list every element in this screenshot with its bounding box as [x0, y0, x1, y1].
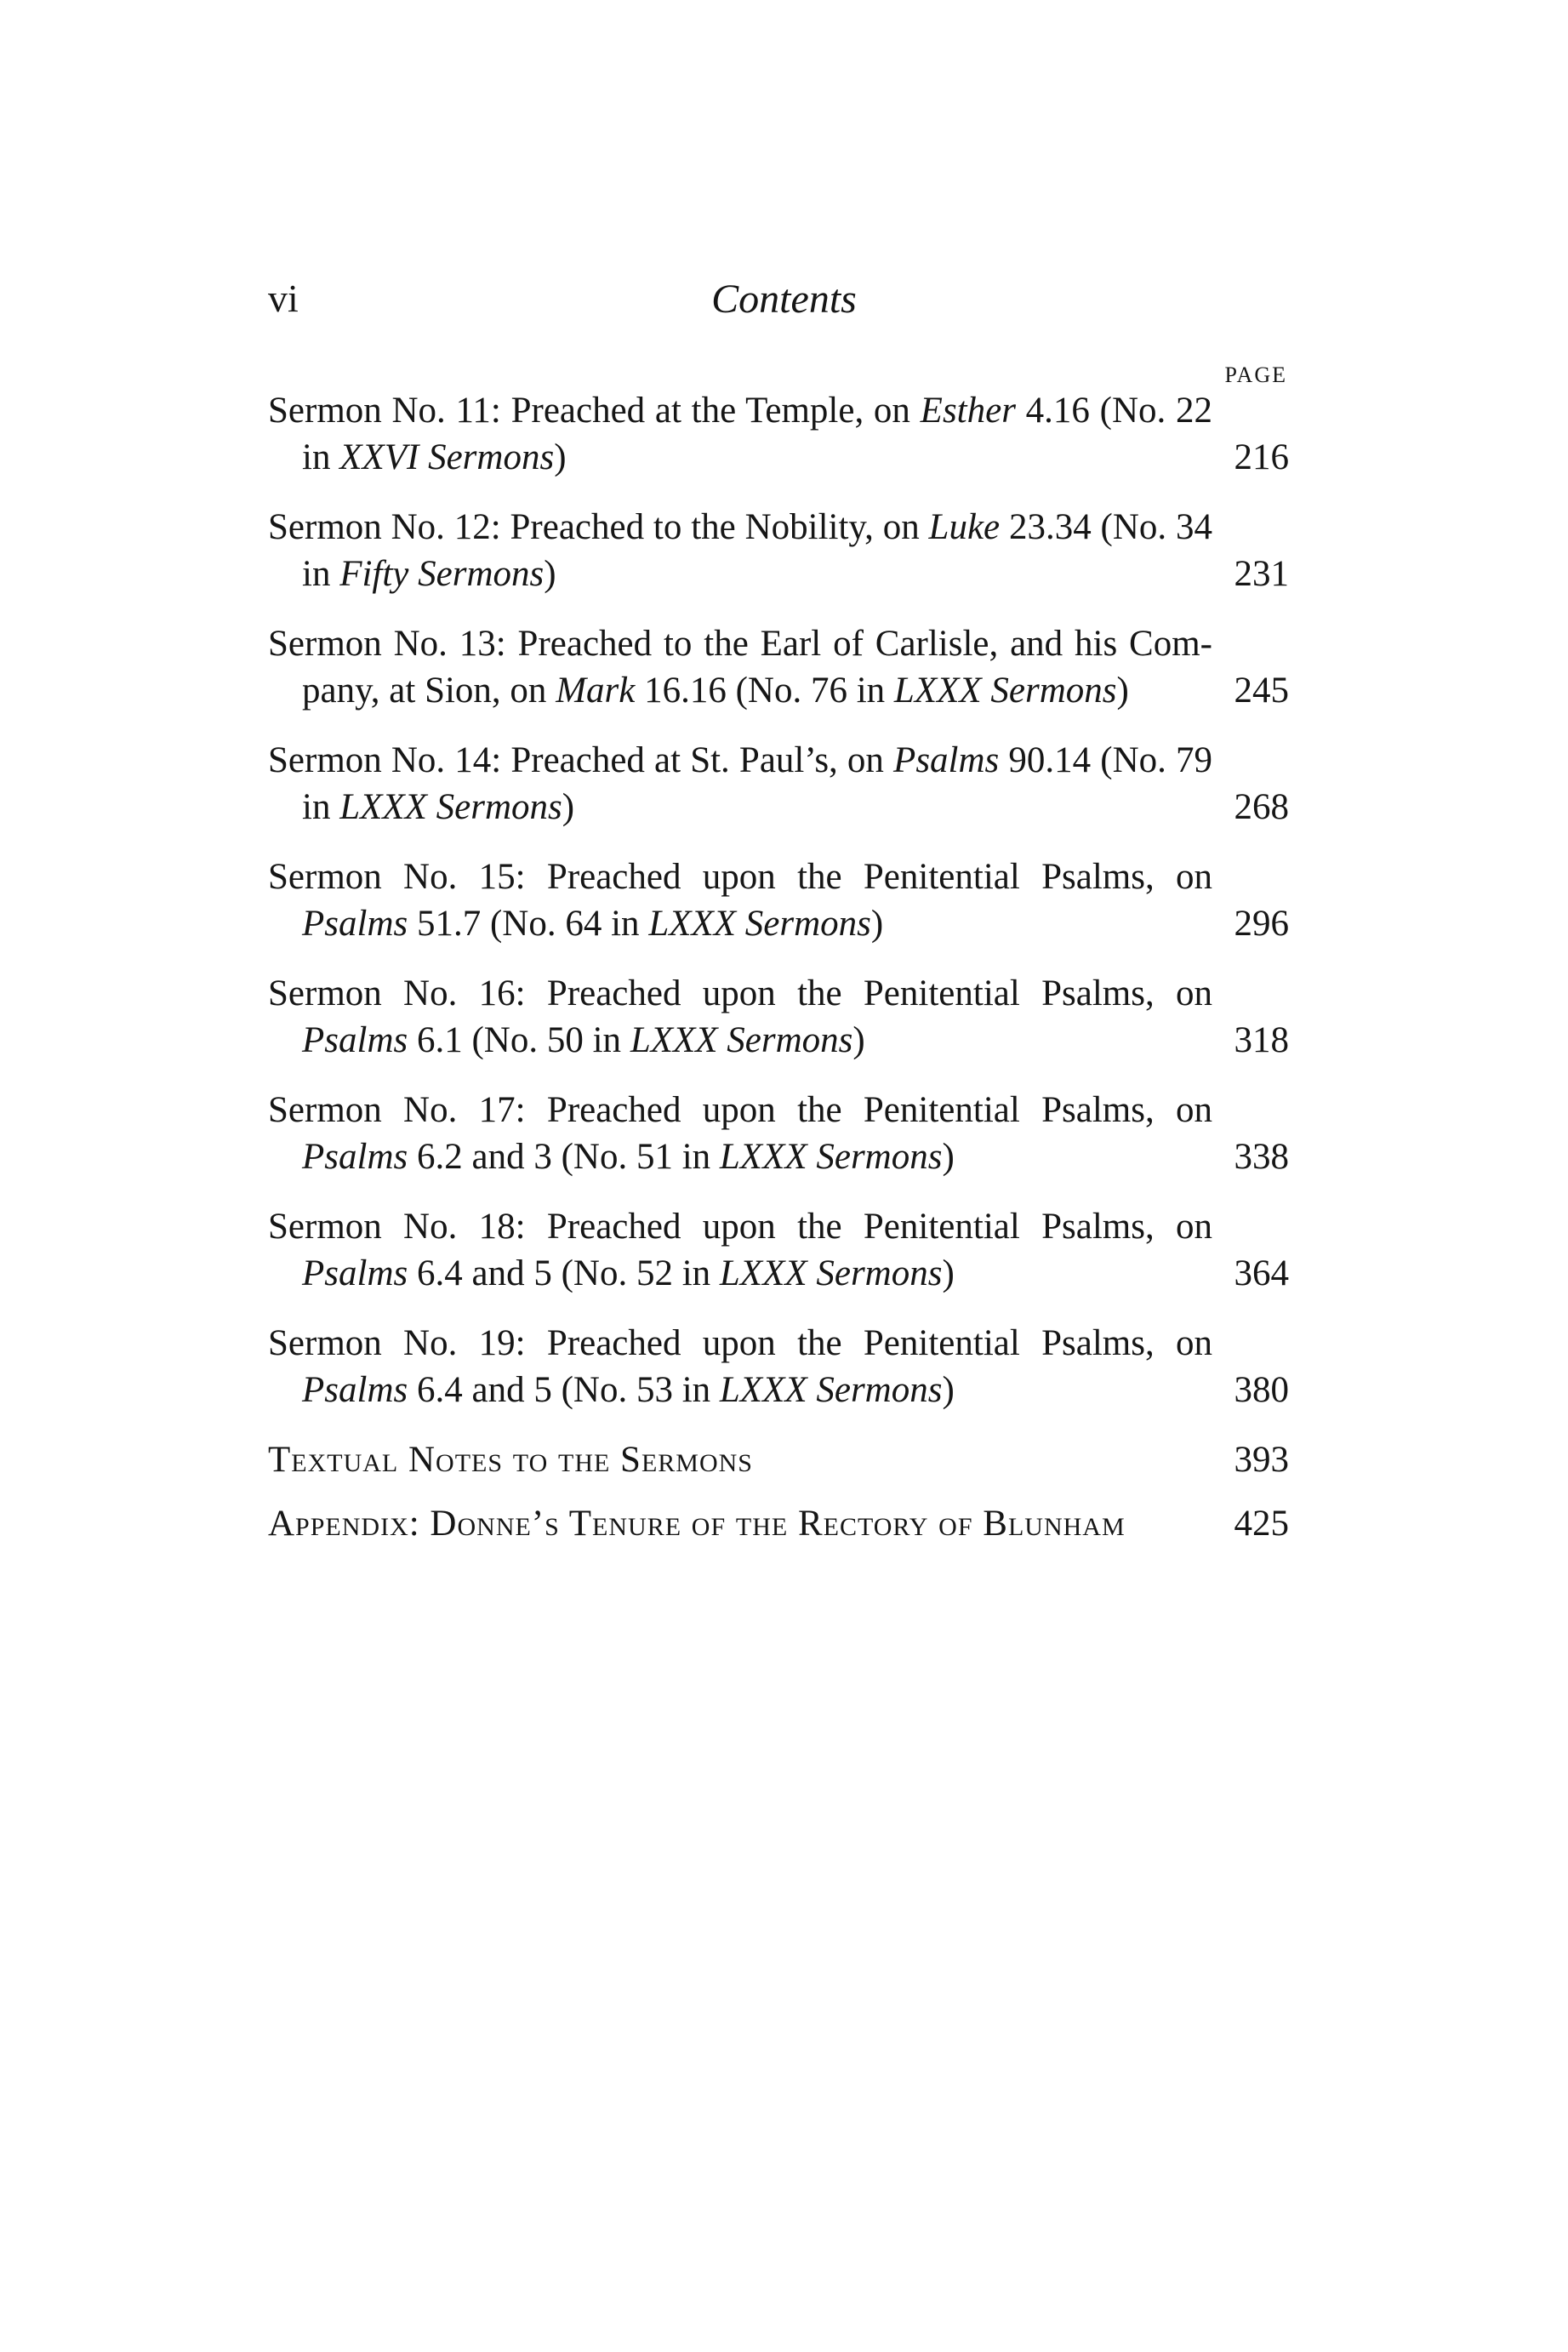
entry-text: Sermon No. 17: Preached upon the Penitential Psalms, on [268, 1090, 1212, 1130]
entry-continuation-line [268, 784, 1212, 831]
italic-title-text: Luke [928, 507, 1001, 547]
entry-first-line [268, 737, 1212, 784]
entry-continuation-line [268, 434, 1212, 481]
entry-text: 6.1 (No. 50 in [408, 1020, 630, 1060]
italic-title-text: LXXX Sermons [630, 1020, 853, 1060]
entry-text: ) [544, 554, 556, 594]
italic-title-text: Psalms [302, 1253, 408, 1293]
entry-text: ) [870, 904, 884, 944]
toc-entry[interactable] [268, 1320, 1289, 1413]
page-number: 216 [1234, 437, 1289, 477]
toc-entry[interactable] [268, 853, 1289, 947]
italic-title-text: Psalms [302, 904, 408, 944]
back-matter-title: Textual Notes to the Sermons [268, 1440, 753, 1480]
entry-first-line [268, 970, 1212, 1017]
entry-text: 16.16 (No. 76 in [635, 671, 894, 711]
back-matter-entry[interactable] [268, 1436, 1289, 1483]
entry-text: 6.2 and 3 (No. 51 in [408, 1137, 720, 1177]
entry-text: Sermon No. 13: Preached to the Earl of Carlisle, and his Com- [268, 624, 1212, 664]
entry-text: 51.7 (No. 64 in [408, 904, 649, 944]
italic-title-text: Mark [556, 671, 636, 711]
entry-continuation-line [268, 1367, 1212, 1413]
entry-text: ) [562, 787, 575, 827]
entry-first-line [268, 387, 1212, 434]
running-head: Contents [711, 277, 857, 322]
page-number: 364 [1234, 1253, 1289, 1293]
entry-continuation-line [268, 1017, 1212, 1064]
entry-text: ) [852, 1020, 865, 1060]
toc-list [268, 387, 1289, 1564]
page-number: 338 [1234, 1137, 1289, 1177]
entry-first-line [268, 504, 1212, 551]
entry-text: Sermon No. 18: Preached upon the Penitential Psalms, on [268, 1207, 1212, 1247]
entry-text: ) [942, 1370, 955, 1410]
entry-text: Sermon No. 12: Preached to the Nobility, on [268, 507, 929, 547]
entry-text: ) [942, 1253, 955, 1293]
entry-first-line [268, 1087, 1212, 1133]
entry-text: 6.4 and 5 (No. 53 in [408, 1370, 720, 1410]
back-matter-entry[interactable] [268, 1500, 1289, 1547]
italic-title-text: LXXX Sermons [719, 1370, 943, 1410]
toc-entry[interactable] [268, 737, 1289, 831]
italic-title-text: LXXX Sermons [648, 904, 871, 944]
toc-entry[interactable] [268, 1087, 1289, 1180]
page-number: 425 [1234, 1504, 1289, 1544]
page-number: 318 [1234, 1020, 1289, 1060]
entry-text: Sermon No. 11: Preached at the Temple, on [268, 391, 921, 431]
entry-text: ) [942, 1137, 955, 1177]
entry-text: ) [1116, 671, 1129, 711]
page-number: 393 [1234, 1440, 1289, 1480]
entry-continuation-line [268, 551, 1212, 597]
page-number: 231 [1234, 554, 1289, 594]
toc-entry[interactable] [268, 387, 1289, 481]
entry-text: Sermon No. 19: Preached upon the Penitential Psalms, on [268, 1323, 1212, 1363]
entry-first-line [268, 1203, 1212, 1250]
entry-text: Sermon No. 15: Preached upon the Penitential Psalms, on [268, 857, 1212, 897]
page-number: 296 [1234, 904, 1289, 944]
entry-continuation-line [268, 1250, 1212, 1297]
italic-title-text: Psalms [302, 1020, 408, 1060]
entry-text: 6.4 and 5 (No. 52 in [408, 1253, 720, 1293]
entry-text: in [302, 554, 340, 594]
entry-continuation-line [268, 667, 1212, 714]
italic-title-text: Esther [920, 391, 1016, 431]
toc-entry[interactable] [268, 504, 1289, 597]
page-number: 245 [1234, 671, 1289, 711]
entry-continuation-line [268, 1133, 1212, 1180]
page-number: 268 [1234, 787, 1289, 827]
entry-text: 90.14 (No. 79 [999, 740, 1212, 780]
page-number: 380 [1234, 1370, 1289, 1410]
entry-text: Sermon No. 14: Preached at St. Paul’s, on [268, 740, 894, 780]
italic-title-text: LXXX Sermons [893, 671, 1117, 711]
entry-continuation-line [268, 900, 1212, 947]
toc-entry[interactable] [268, 620, 1289, 714]
entry-text: 4.16 (No. 22 [1015, 391, 1212, 431]
toc-entry[interactable] [268, 1203, 1289, 1297]
entry-text: ) [554, 437, 567, 477]
italic-title-text: Psalms [893, 740, 1000, 780]
italic-title-text: Psalms [302, 1137, 408, 1177]
entry-first-line [268, 853, 1212, 900]
entry-first-line [268, 1320, 1212, 1367]
italic-title-text: Psalms [302, 1370, 408, 1410]
italic-title-text: LXXX Sermons [719, 1253, 943, 1293]
page-column-label: PAGE [1224, 363, 1287, 387]
entry-first-line [268, 620, 1212, 667]
italic-title-text: LXXX Sermons [339, 787, 562, 827]
entry-text: in [302, 437, 340, 477]
page-folio: vi [268, 277, 299, 320]
entry-text: Sermon No. 16: Preached upon the Penitential Psalms, on [268, 973, 1212, 1013]
italic-title-text: Fifty Sermons [339, 554, 545, 594]
italic-title-text: XXVI Sermons [339, 437, 555, 477]
italic-title-text: LXXX Sermons [719, 1137, 943, 1177]
toc-entry[interactable] [268, 970, 1289, 1064]
entry-text: 23.34 (No. 34 [1000, 507, 1212, 547]
entry-text: pany, at Sion, on [302, 671, 556, 711]
entry-text: in [302, 787, 340, 827]
back-matter-title: Appendix: Donne’s Tenure of the Rectory of Blunham [268, 1504, 1126, 1544]
